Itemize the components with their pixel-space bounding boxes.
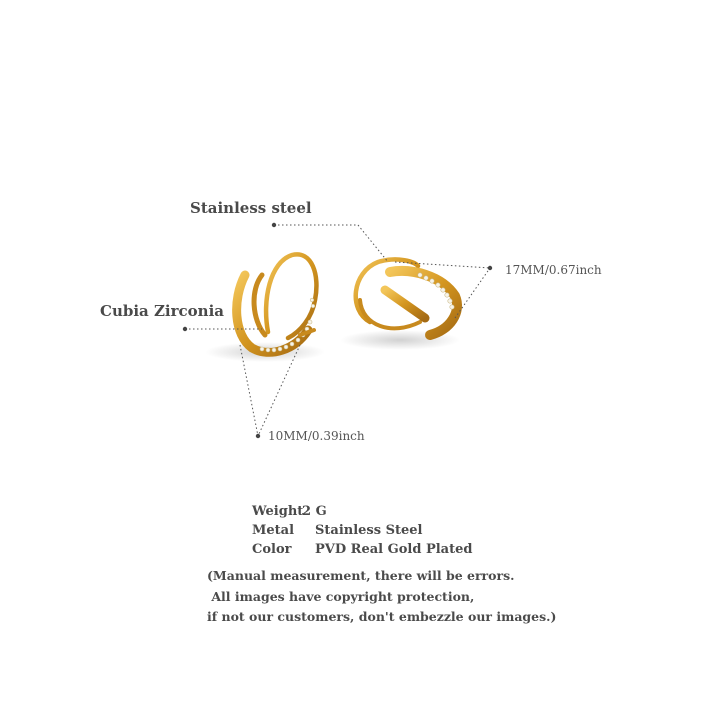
spec-key: Weight — [252, 504, 304, 519]
material-label: Stainless steel — [190, 199, 312, 217]
spec-value: PVD Real Gold Plated — [315, 542, 473, 557]
left-earring — [237, 254, 317, 352]
note-line: All images have copyright protection, — [207, 588, 475, 604]
spec-row-color — [252, 542, 552, 561]
zirconia-pointer-dot — [183, 327, 187, 331]
inner-size-dot — [256, 434, 260, 438]
disclaimer-notes — [207, 566, 556, 628]
note-line: (Manual measurement, there will be errors. — [207, 568, 515, 583]
stone-label: Cubia Zirconia — [100, 302, 224, 320]
spec-row-weight — [252, 504, 552, 523]
spec-key: Color — [252, 542, 292, 557]
right-earring — [356, 259, 457, 335]
spec-value: Stainless Steel — [315, 523, 423, 538]
steel-pointer-dot — [272, 223, 276, 227]
spec-table — [252, 504, 552, 561]
inner-size-label: 10MM/0.39inch — [268, 429, 365, 443]
outer-size-label: 17MM/0.67inch — [505, 263, 602, 277]
outer-size-dot — [488, 266, 492, 270]
spec-row-metal — [252, 523, 552, 542]
note-line: if not our customers, don't embezzle our images.) — [207, 609, 557, 624]
spec-key: Metal — [252, 523, 295, 538]
spec-value: 2 G — [302, 504, 327, 519]
